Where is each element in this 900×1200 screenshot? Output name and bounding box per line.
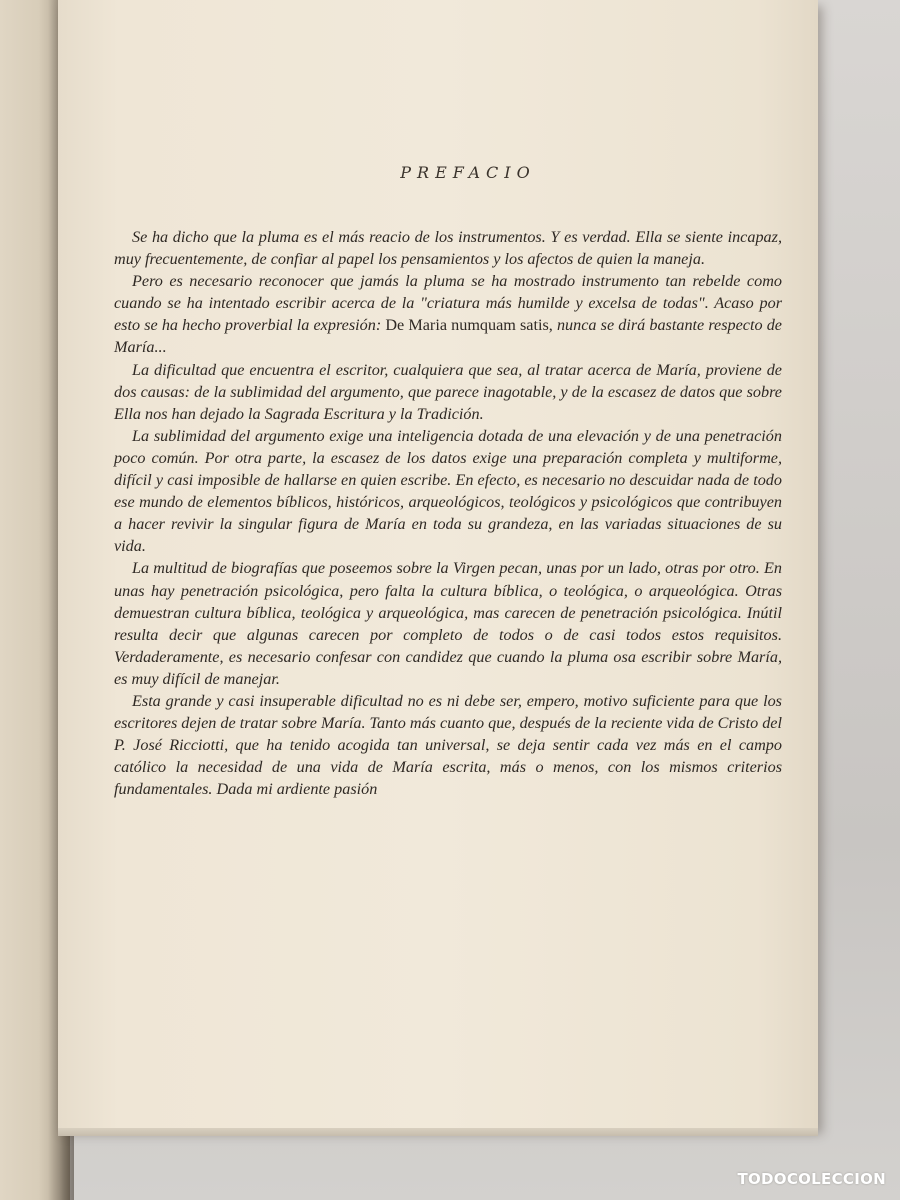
paragraph-2: Pero es necesario reconocer que jamás la pluma se ha mostrado instrumento tan rebelde como cuando se ha intentado escribir acerca de la "criatura más humilde y excelsa de todas". Acaso por esto se ha hecho proverbial la expresión: De Maria numquam satis, nunca se dirá bastante respecto de María... — [114, 272, 782, 357]
latin-phrase: De Maria numquam satis, — [385, 316, 553, 335]
page-bottom-edge — [58, 1128, 818, 1136]
page-title: PREFACIO — [400, 163, 536, 182]
body-text — [114, 226, 782, 800]
paragraph-3: La dificultad que encuentra el escritor, cualquiera que sea, al tratar acerca de María, proviene de dos causas: de la sublimidad del argumento, que parece inagotable, y de la escasez de datos que sobre Ella nos han dejado la Sagrada Escritura y la Tradición. — [114, 360, 782, 423]
paragraph-6: Esta grande y casi insuperable dificultad no es ni debe ser, empero, motivo suficiente para que los escritores dejen de tratar sobre María. Tanto más cuanto que, después de la reciente vida de Cristo del P. José Ricciotti, que ha tenido acogida tan universal, se deja sentir cada vez más en el campo católico la necesidad de una vida de María escrita, más o menos, con los mismos criterios fundamentales. Dada mi ardiente pasión — [114, 691, 782, 799]
paragraph-4: La sublimidad del argumento exige una inteligencia dotada de una elevación y de una penetración poco común. Por otra parte, la escasez de los datos exige una preparación completa y multiforme, difícil y casi imposible de hallarse en quien escribe. En efecto, es necesario no descuidar nada de todo ese mundo de elementos bíblicos, históricos, arqueológicos, teológicos y psicológicos que contribuyen a hacer revivir la singular figura de María en toda su grandeza, en las variadas situaciones de su vida. — [114, 426, 782, 556]
watermark-logo: TODOCOLECCION — [737, 1170, 886, 1188]
paragraph-5: La multitud de biografías que poseemos sobre la Virgen pecan, unas por un lado, otras por otro. En unas hay penetración psicológica, pero falta la cultura bíblica, o teológica, o arqueológica. Otras demuestran cultura bíblica, teológica y arqueológica, mas carecen de penetración psicológica. Inútil resulta decir que algunas carecen por completo de todos o de casi todos estos requisitos. Verdaderamente, es necesario confesar con candidez que cuando la pluma osa escribir sobre María, es muy difícil de manejar. — [114, 559, 782, 688]
paragraph-1: Se ha dicho que la pluma es el más reacio de los instrumentos. Y es verdad. Ella se siente incapaz, muy frecuentemente, de confiar al papel los pensamientos y los afectos de quien la maneja. — [114, 228, 782, 269]
